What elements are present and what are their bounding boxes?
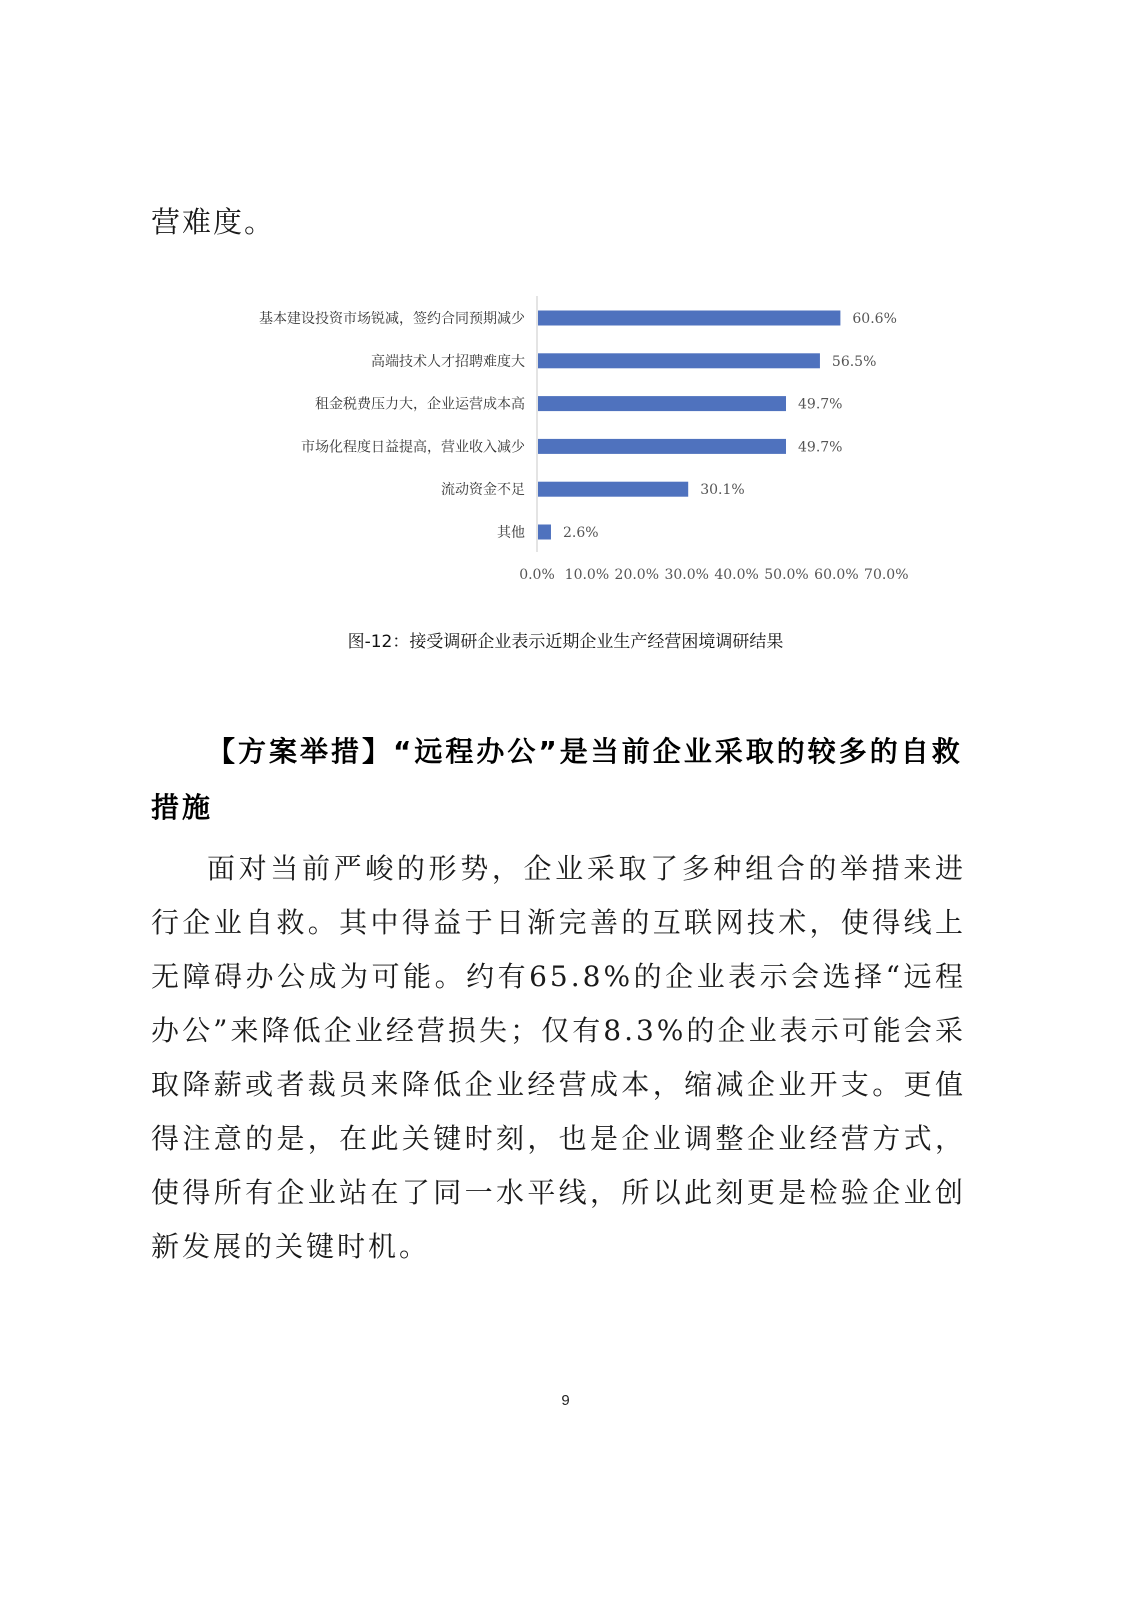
figure-caption: 图-12：接受调研企业表示近期企业生产经营困境调研结果	[347, 632, 784, 652]
bar	[538, 311, 840, 326]
category-label: 其他	[497, 525, 525, 541]
section-heading: 【方案举措】“远程办公”是当前企业采取的较多的自救措施	[151, 735, 963, 824]
x-tick-label: 20.0%	[614, 567, 660, 583]
category-label: 流动资金不足	[441, 482, 525, 499]
bar	[538, 525, 551, 540]
data-label: 30.1%	[700, 482, 745, 499]
survey-bar-chart	[0, 0, 1131, 600]
bar	[538, 396, 786, 411]
x-tick-label: 60.0%	[814, 567, 859, 583]
category-label: 基本建设投资市场锐减，签约合同预期减少	[259, 311, 525, 327]
category-label: 市场化程度日益提高，营业收入减少	[301, 439, 525, 456]
data-label: 2.6%	[562, 525, 599, 541]
data-label: 56.5%	[831, 353, 877, 370]
x-tick-label: 0.0%	[519, 567, 555, 583]
x-tick-label: 30.0%	[664, 567, 709, 583]
data-label: 60.6%	[852, 311, 897, 327]
x-tick-label: 10.0%	[564, 567, 610, 583]
category-label: 高端技术人才招聘难度大	[371, 353, 525, 370]
bar	[538, 353, 820, 368]
bar	[538, 439, 786, 454]
category-label: 租金税费压力大，企业运营成本高	[315, 396, 525, 413]
page-number: 9	[561, 1392, 570, 1409]
bar	[538, 482, 688, 497]
x-tick-label: 40.0%	[714, 567, 759, 583]
x-tick-label: 70.0%	[864, 567, 909, 583]
x-tick-label: 50.0%	[764, 567, 809, 583]
body-paragraph: 面对当前严峻的形势，企业采取了多种组合的举措来进行企业自救。其中得益于日渐完善的互联网技术，使得线上无障碍办公成为可能。约有65.8%的企业表示会选择“远程办公”来降低企业经营损失；仅有8.3%的企业表示可能会采取降薪或者裁员来降低企业经营成本，缩减企业开支。更值得注意的是，在此关键时刻，也是企业调整企业经营方式，使得所有企业站在了同一水平线，所以此刻更是检验企业创新发展的关键时机。	[151, 852, 966, 1263]
data-label: 49.7%	[798, 439, 843, 456]
data-label: 49.7%	[798, 396, 843, 413]
previous-paragraph-tail: 营难度。	[151, 205, 276, 239]
